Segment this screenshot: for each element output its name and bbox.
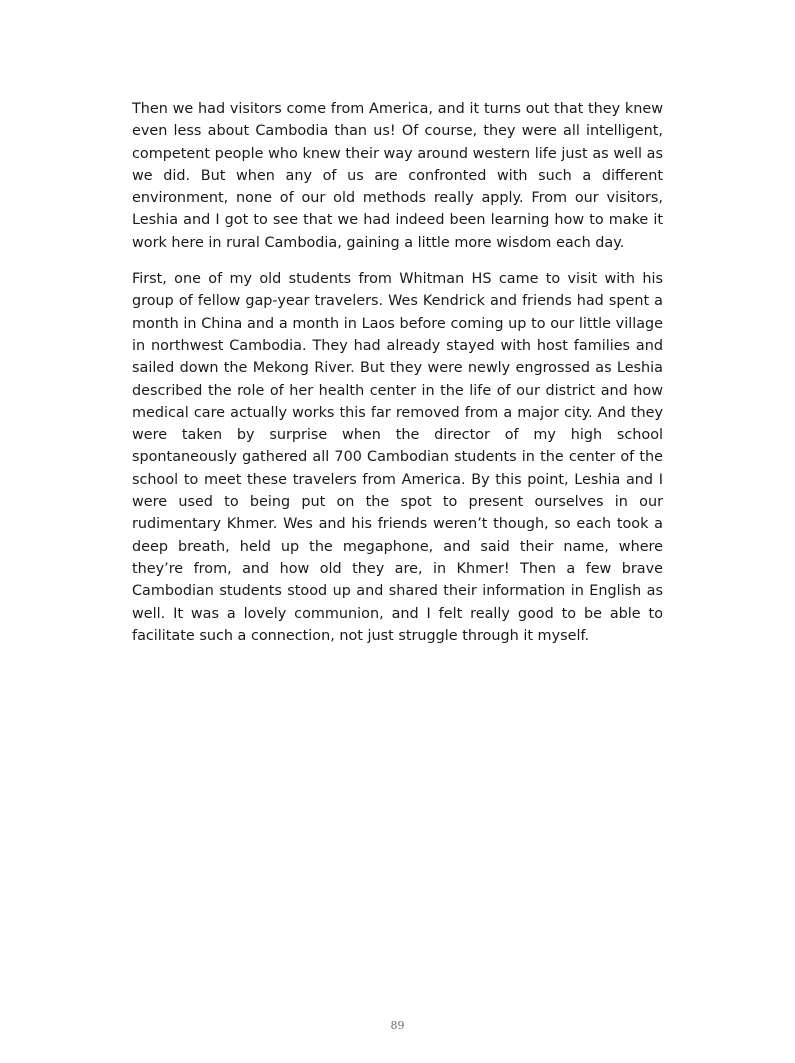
paragraph-visitors: Then we had visitors come from America, and it turns out that they knew even less about Cambodia than us! Of course, they were all intelligent, competent people who knew their way around western life just as well as we did. But when any of us are confronted with such a different environment, none of our old methods really apply. From our visitors, Leshia and I got to see that we had indeed been learning how to make it work here in rural Cambodia, gaining a little more wisdom each day. [132,101,663,251]
paragraph-whitman-students: First, one of my old students from Whitman HS came to visit with his group of fellow gap-year travelers. Wes Kendrick and friends had spent a month in China and a month in Laos before coming up to our little village in northwest Cambodia. They had already stayed with host families and sailed down the Mekong River. But they were newly engrossed as Leshia described the role of her health center in the life of our district and how medical care actually works this far removed from a major city. And they were taken by surprise when the director of my high school spontaneously gathered all 700 Cambodian students in the center of the school to meet these travelers from America. By this point, Leshia and I were used to being put on the spot to present ourselves in our rudimentary Khmer. Wes and his friends weren’t though, so each took a deep breath, held up the megaphone, and said their name, where they’re from, and how old they are, in Khmer! Then a few brave Cambodian students stood up and shared their information in English as well. It was a lovely communion, and I felt really good to be able to facilitate such a connection, not just struggle through it myself. [132,271,663,644]
body-text [132,98,663,661]
page-number: 89 [390,1019,405,1032]
